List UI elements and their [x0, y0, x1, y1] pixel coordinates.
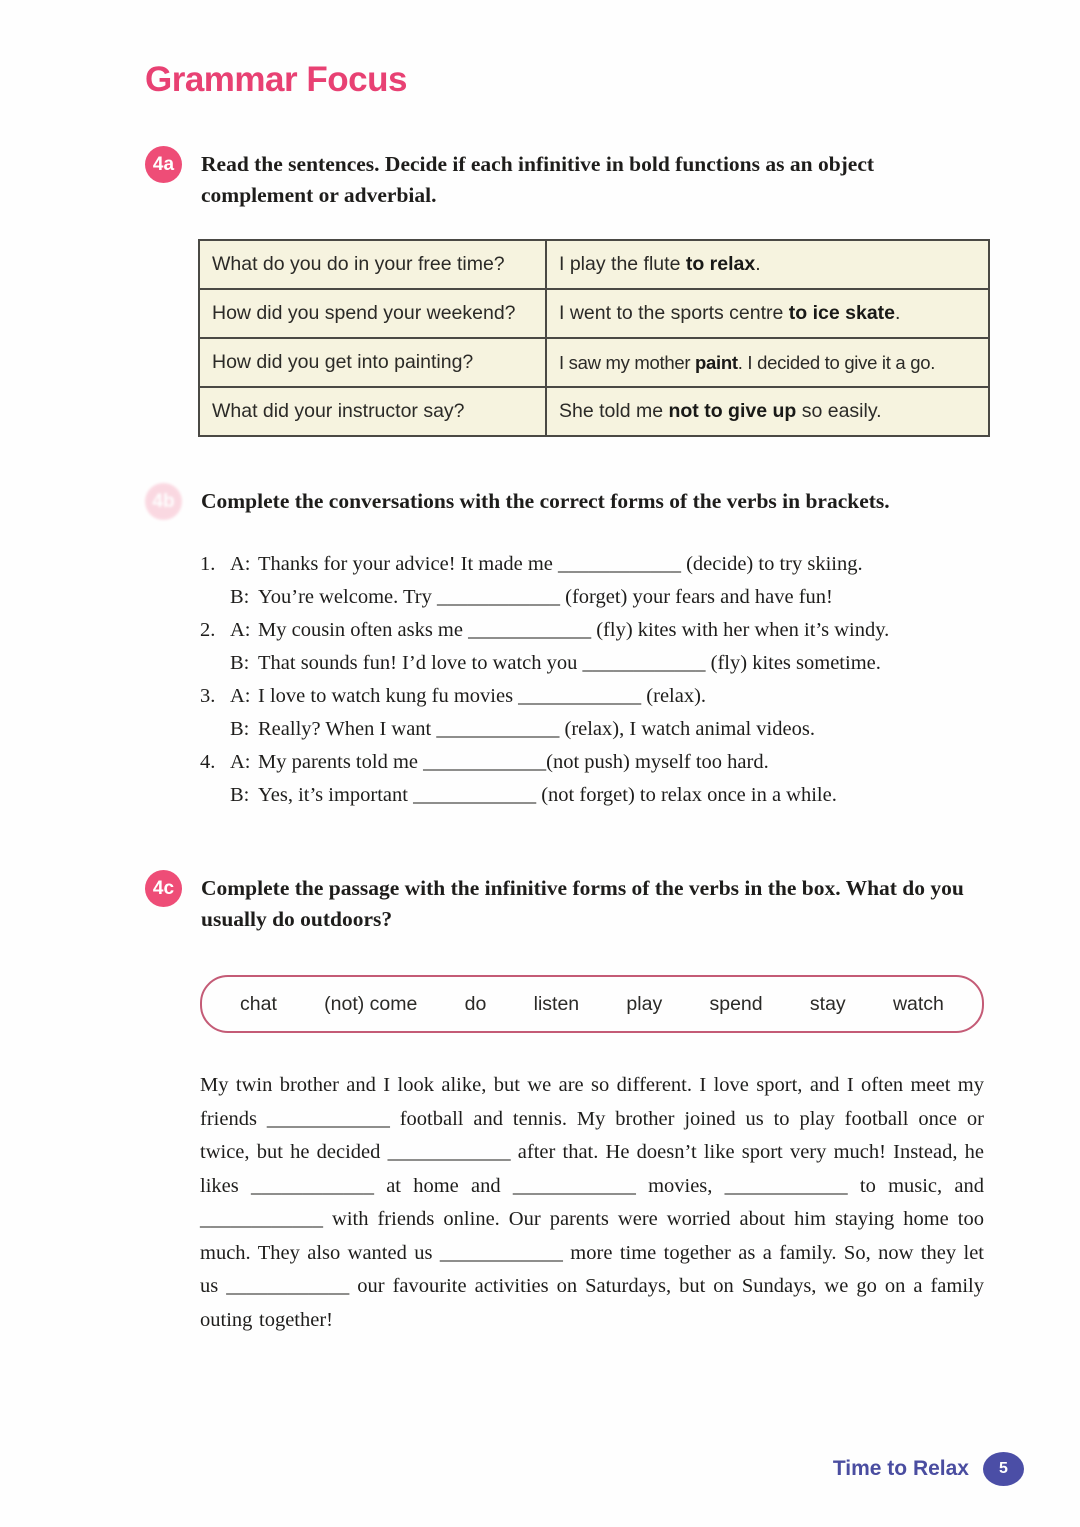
dialogue-text: I love to watch kung fu movies ____________ (relax).	[258, 685, 707, 707]
question-cell: What do you do in your free time?	[199, 240, 546, 289]
badge-4a: 4a	[145, 146, 182, 183]
section-4a	[145, 144, 990, 437]
dialogue-item	[200, 614, 992, 680]
page-footer	[833, 1452, 1024, 1486]
verb-box-word: chat	[240, 992, 277, 1015]
grammar-table	[198, 239, 990, 437]
verb-box-word: watch	[892, 992, 944, 1015]
verb-box	[200, 975, 984, 1033]
instruction-4c: Complete the passage with the infinitive forms of the verbs in the box. What do you usually do outdoors?	[201, 876, 964, 931]
dialogue-text: My cousin often asks me ____________ (fly) kites with her when it’s windy.	[258, 619, 890, 641]
item-number: 2.	[200, 619, 216, 641]
section-4c	[145, 868, 990, 1337]
passage: My twin brother and I look alike, but we are so different. I love sport, and I often meet my friends ____________ football and tennis. My brother joined us to play football once or twice, but he decided ____________ after that. He doesn’t like sport very much! Instead, he likes ____________ at home and ____________ movies, ____________ to music, and ____________ with friends online. Our parents were worried about him staying home too much. They also wanted us ____________ more time together as a family. So, now they let us ____________ our favourite activities on Saturdays, but on Sundays, we go on a family outing together!	[200, 1074, 984, 1331]
item-number: 3.	[200, 685, 216, 707]
table-row	[199, 387, 989, 436]
verb-box-word: do	[464, 992, 487, 1015]
badge-4c: 4c	[145, 870, 182, 907]
answer-cell	[546, 338, 989, 387]
verb-box-word: listen	[533, 992, 580, 1015]
answer-cell	[546, 240, 989, 289]
answer-text: . I decided to give it a go.	[737, 351, 936, 373]
answer-cell	[546, 289, 989, 338]
question-cell: How did you get into painting?	[199, 338, 546, 387]
speaker-label: B:	[230, 718, 250, 740]
dialogue-text: You’re welcome. Try ____________ (forget) your fears and have fun!	[258, 586, 833, 608]
dialogue-exercises	[200, 548, 992, 812]
footer-unit-title: Time to Relax	[832, 1457, 969, 1480]
table-row	[199, 240, 989, 289]
dialogue-item	[200, 746, 992, 812]
instruction-4a: Read the sentences. Decide if each infinitive in bold functions as an object complement or adverbial.	[201, 152, 875, 207]
answer-text: I saw my mother	[559, 351, 696, 373]
speaker-label: A:	[230, 619, 251, 641]
answer-text: .	[755, 253, 761, 275]
speaker-label: A:	[230, 553, 251, 575]
verb-box-word: (not) come	[324, 992, 418, 1015]
speaker-label: B:	[230, 586, 250, 608]
dialogue-text: That sounds fun! I’d love to watch you ____________ (fly) kites sometime.	[258, 652, 881, 674]
answer-text: .	[895, 302, 901, 324]
table-row	[199, 289, 989, 338]
verb-box-word: play	[626, 992, 663, 1015]
answer-bold-infinitive: to ice skate	[788, 302, 896, 324]
badge-4b: 4b	[145, 483, 182, 520]
dialogue-item	[200, 680, 992, 746]
speaker-label: A:	[230, 751, 251, 773]
dialogue-text: Really? When I want ____________ (relax), I watch animal videos.	[258, 718, 815, 740]
dialogue-text: Yes, it’s important ____________ (not forget) to relax once in a while.	[258, 784, 837, 806]
answer-text: I went to the sports centre	[559, 302, 789, 324]
answer-text: She told me	[559, 400, 669, 422]
dialogue-item	[200, 548, 992, 614]
answer-bold-infinitive: paint	[695, 351, 738, 373]
speaker-label: A:	[230, 685, 251, 707]
instruction-4b: Complete the conversations with the correct forms of the verbs in brackets.	[201, 489, 890, 513]
speaker-label: B:	[230, 784, 250, 806]
section-4b	[145, 481, 990, 812]
question-cell: What did your instructor say?	[199, 387, 546, 436]
verb-box-word: stay	[809, 992, 846, 1015]
verb-box-word: spend	[709, 992, 763, 1015]
page-number-badge: 5	[983, 1452, 1024, 1486]
table-row	[199, 338, 989, 387]
item-number: 4.	[200, 751, 216, 773]
answer-text: so easily.	[796, 400, 882, 422]
answer-bold-infinitive: not to give up	[668, 400, 797, 422]
question-cell: How did you spend your weekend?	[199, 289, 546, 338]
answer-cell	[546, 387, 989, 436]
dialogue-text: My parents told me ____________(not push) myself too hard.	[258, 751, 769, 773]
answer-bold-infinitive: to relax	[685, 253, 756, 275]
item-number: 1.	[200, 553, 216, 575]
speaker-label: B:	[230, 652, 250, 674]
page-title: Grammar Focus	[145, 60, 407, 99]
answer-text: I play the flute	[559, 253, 686, 275]
dialogue-text: Thanks for your advice! It made me ____________ (decide) to try skiing.	[258, 553, 863, 575]
